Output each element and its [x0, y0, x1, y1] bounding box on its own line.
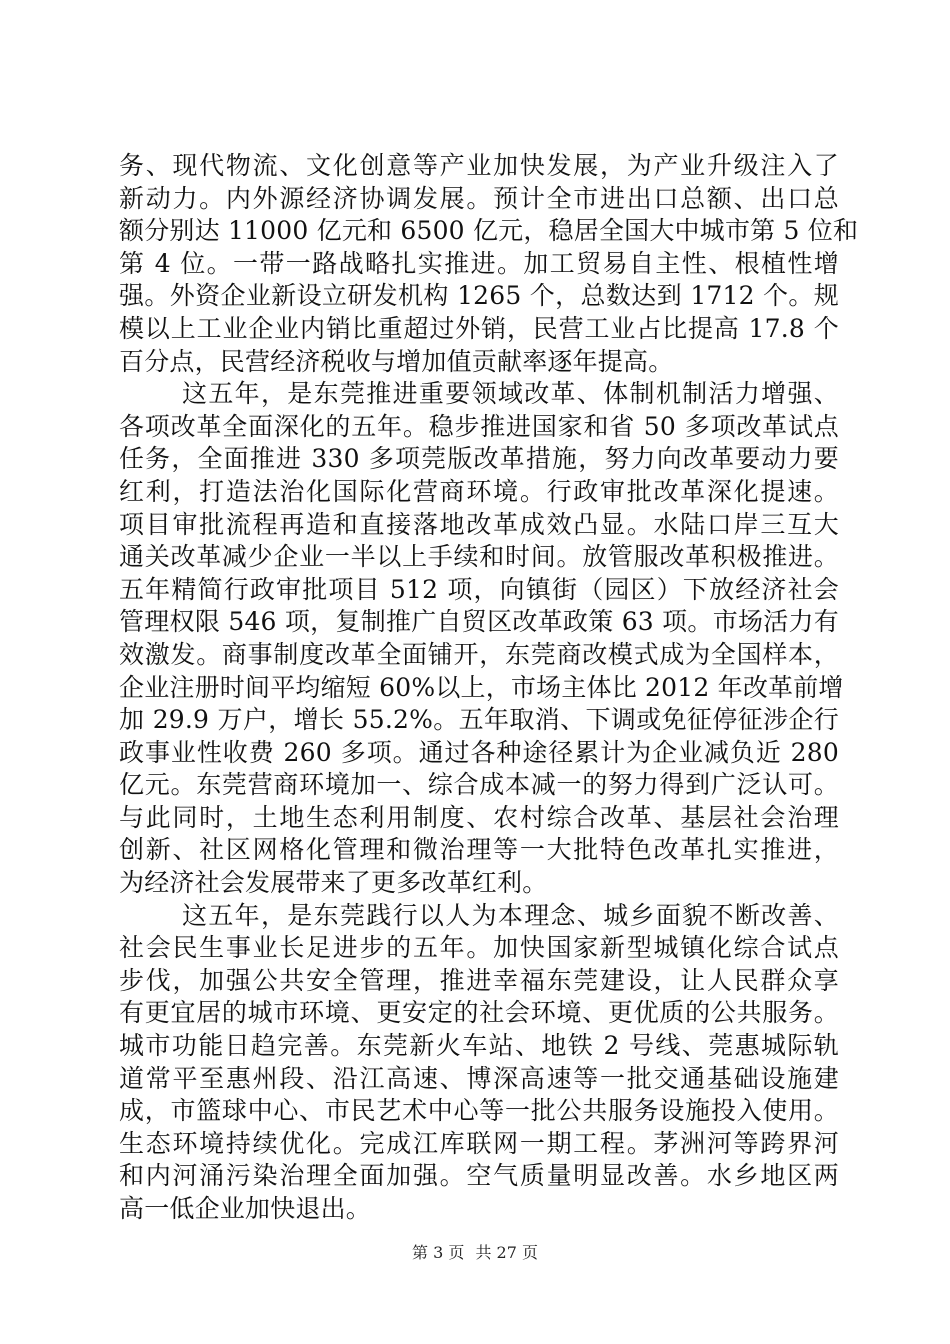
text-line: 与此同时，土地生态利用制度、农村综合改革、基层社会治理: [119, 802, 839, 832]
page-number: 第 3 页: [412, 1243, 465, 1262]
text-line: 生态环境持续优化。完成江库联网一期工程。茅洲河等跨界河: [119, 1128, 839, 1158]
text-line: 务、现代物流、文化创意等产业加快发展，为产业升级注入了: [119, 151, 839, 180]
text-line: 效激发。商事制度改革全面铺开，东莞商改模式成为全国样本，: [119, 639, 839, 669]
text-line: 五年精简行政审批项目 512 项，向镇街（园区）下放经济社会: [119, 574, 839, 604]
text-line: 项目审批流程再造和直接落地改革成效凸显。水陆口岸三互大: [119, 509, 839, 539]
text-line: 任务，全面推进 330 多项莞版改革措施，努力向改革要动力要: [119, 444, 839, 474]
text-line: 道常平至惠州段、沿江高速、博深高速等一批交通基础设施建: [119, 1063, 839, 1093]
text-line: 企业注册时间平均缩短 60%以上，市场主体比 2012 年改革前增: [119, 672, 844, 702]
text-line: 模以上工业企业内销比重超过外销，民营工业占比提高 17.8 个: [119, 313, 839, 343]
text-line: 和内河涌污染治理全面加强。空气质量明显改善。水乡地区两: [119, 1161, 839, 1191]
text-line: 这五年，是东莞推进重要领域改革、体制机制活力增强、: [182, 379, 839, 409]
text-line: 亿元。东莞营商环境加一、综合成本减一的努力得到广泛认可。: [119, 770, 839, 800]
document-body: [119, 150, 859, 1226]
text-line: 通关改革减少企业一半以上手续和时间。放管服改革积极推进。: [119, 542, 839, 572]
text-line: 城市功能日趋完善。东莞新火车站、地铁 2 号线、莞惠城际轨: [119, 1031, 839, 1061]
text-line: 各项改革全面深化的五年。稳步推进国家和省 50 多项改革试点: [119, 411, 839, 441]
text-line: 高一低企业加快退出。: [119, 1194, 372, 1223]
text-line: 创新、社区网格化管理和微治理等一大批特色改革扎实推进，: [119, 835, 839, 865]
paragraph: [119, 150, 859, 378]
text-line: 有更宜居的城市环境、更安定的社会环境、更优质的公共服务。: [119, 998, 839, 1028]
text-line: 为经济社会发展带来了更多改革红利。: [119, 868, 548, 898]
text-line: 加 29.9 万户，增长 55.2%。五年取消、下调或免征停征涉企行: [119, 705, 839, 735]
text-line: 政事业性收费 260 多项。通过各种途径累计为企业减负近 280: [119, 737, 839, 767]
text-line: 红利，打造法治化国际化营商环境。行政审批改革深化提速。: [119, 476, 839, 506]
text-line: 新动力。内外源经济协调发展。预计全市进出口总额、出口总: [119, 183, 839, 213]
text-line: 步伐，加强公共安全管理，推进幸福东莞建设，让人民群众享: [119, 965, 839, 995]
text-line: 第 4 位。一带一路战略扎实推进。加工贸易自主性、根植性增: [119, 248, 839, 278]
text-line: 额分别达 11000 亿元和 6500 亿元，稳居全国大中城市第 5 位和: [119, 216, 859, 246]
text-line: 强。外资企业新设立研发机构 1265 个，总数达到 1712 个。规: [119, 281, 839, 311]
text-line: 管理权限 546 项，复制推广自贸区改革政策 63 项。市场活力有: [119, 607, 839, 637]
text-line: 百分点，民营经济税收与增加值贡献率逐年提高。: [119, 346, 674, 376]
paragraph: [119, 900, 839, 1226]
text-line: 这五年，是东莞践行以人为本理念、城乡面貌不断改善、: [182, 900, 839, 930]
text-line: 成，市篮球中心、市民艺术中心等一批公共服务设施投入使用。: [119, 1096, 839, 1126]
text-line: 社会民生事业长足进步的五年。加快国家新型城镇化综合试点: [119, 933, 839, 963]
paragraph: [119, 378, 844, 900]
page-total: 共 27 页: [475, 1243, 538, 1262]
page-footer: [0, 1240, 950, 1263]
